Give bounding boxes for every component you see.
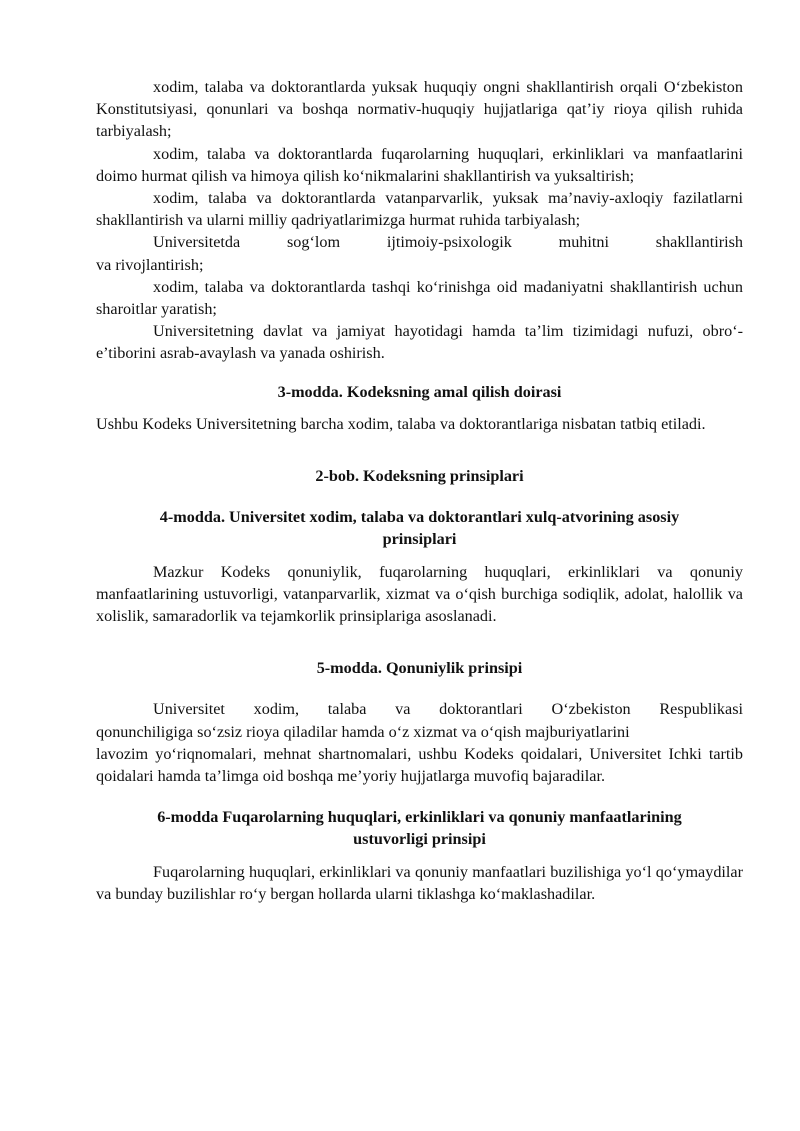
article-4-heading-line-1: 4-modda. Universitet xodim, talaba va doktorantlari xulq-atvorining asosiy: [159, 508, 680, 527]
article-5-text-line-2: qonunchiligiga so‘zsiz rioya qiladilar hamda o‘z xizmat va o‘qish majburiyatlarini: [96, 722, 630, 741]
chapter-2-heading: 2-bob. Kodeksning prinsiplari: [315, 467, 524, 486]
intro-item-5: xodim, talaba va doktorantlarda tashqi ko‘rinishga oid madaniyatni shakllantirish uchun sharoitlar yaratish;: [96, 277, 743, 319]
intro-item-4-continuation: va rivojlantirish;: [96, 255, 204, 274]
document-page: [96, 76, 743, 905]
article-4-text: Mazkur Kodeks qonuniylik, fuqarolarning huquqlari, erkinliklari va qonuniy manfaatlarining ustuvorligi, vatanparvarlik, xizmat va o‘qish burchiga sodiqlik, adolat, halollik va xolislik, samaradorlik va tejamkorlik prinsiplariga asoslanadi.: [96, 562, 743, 626]
intro-item-4: Universitetda sog‘lom ijtimoiy-psixologik muhitni shakllantirish: [153, 233, 743, 252]
intro-item-3: xodim, talaba va doktorantlarda vatanparvarlik, yuksak ma’naviy-axloqiy fazilatlarni shakllantirish va ularni milliy qadriyatlarimizga hurmat ruhida tarbiyalash;: [96, 189, 743, 230]
article-6-heading-line-1: 6-modda Fuqarolarning huquqlari, erkinliklari va qonuniy manfaatlarining: [157, 808, 682, 827]
article-6-heading-line-2: ustuvorligi prinsipi: [353, 830, 486, 849]
article-3-heading: 3-modda. Kodeksning amal qilish doirasi: [277, 382, 562, 401]
article-3-text: Ushbu Kodeks Universitetning barcha xodim, talaba va doktorantlariga nisbatan tatbiq etiladi.: [96, 414, 706, 433]
article-6-heading: [96, 806, 743, 850]
intro-item-6: Universitetning davlat va jamiyat hayotidagi hamda ta’lim tizimidagi nufuzi, obro‘-e’tiborini asrab-avaylash va yanada oshirish.: [96, 322, 743, 363]
article-4-heading: [96, 506, 743, 550]
article-5-text-line-1: Universitet xodim, talaba va doktorantlari O‘zbekiston Respublikasi: [153, 700, 743, 719]
intro-item-2: xodim, talaba va doktorantlarda fuqarolarning huquqlari, erkinliklari va manfaatlarini doimo hurmat qilish va himoya qilish ko‘nikmalarini shakllantirish va yuksaltirish;: [96, 144, 743, 185]
article-5-heading: 5-modda. Qonuniylik prinsipi: [316, 659, 523, 678]
article-6-text: Fuqarolarning huquqlari, erkinliklari va qonuniy manfaatlari buzilishiga yo‘l qo‘ymaydilar va bunday buzilishlar ro‘y bergan hollarda ularni tiklashga ko‘maklashadilar.: [96, 862, 743, 903]
intro-item-1: xodim, talaba va doktorantlarda yuksak huquqiy ongni shakllantirish orqali O‘zbekiston Konstitutsiyasi, qonunlari va boshqa normativ-huquqiy hujjatlariga qat’iy rioya qilish ruhida tarbiyalash;: [96, 78, 743, 141]
article-5-text-rest: lavozim yo‘riqnomalari, mehnat shartnomalari, ushbu Kodeks qoidalari, Universitet Ichki tartib qoidalari hamda ta’limga oid boshqa me’yoriy hujjatlarga muvofiq bajaradilar.: [96, 744, 743, 786]
article-4-heading-line-2: prinsiplari: [382, 530, 457, 549]
